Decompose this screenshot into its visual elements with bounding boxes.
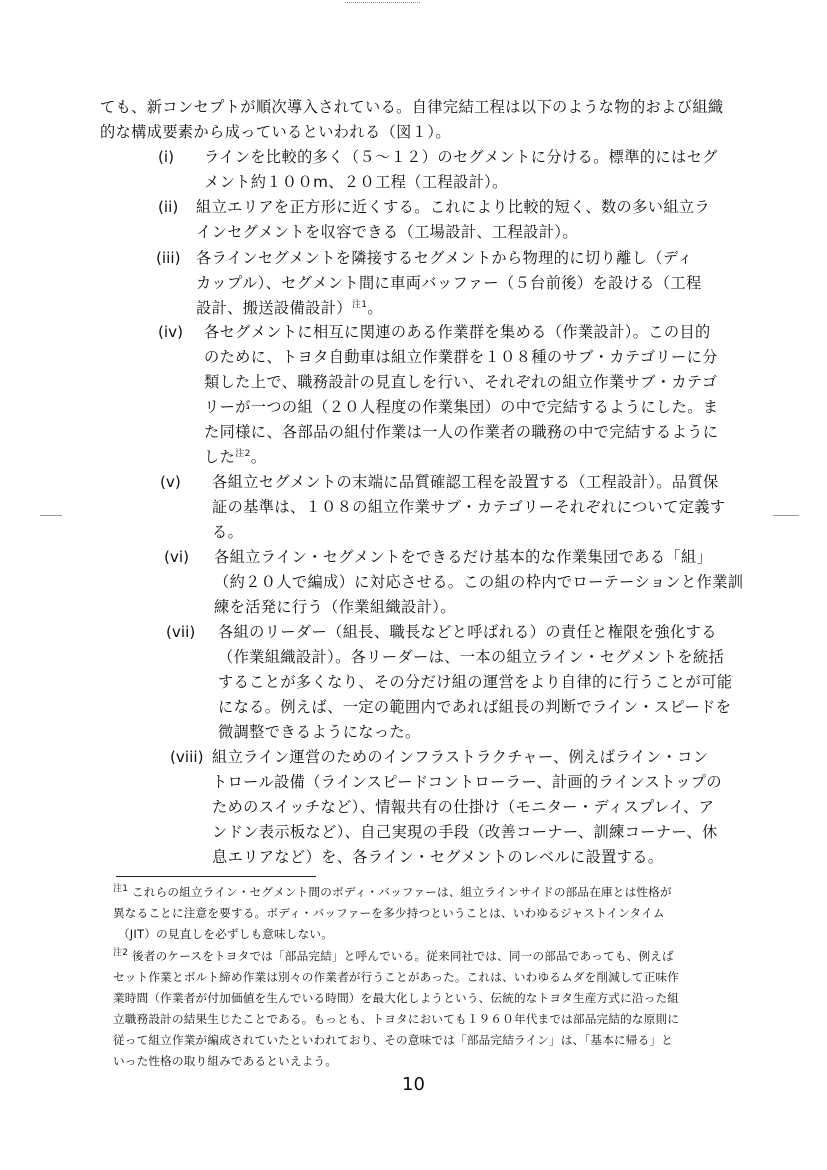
item-line: 微調整できるようになった。 <box>218 723 421 741</box>
item-line: 組立ライン運営のためのインフラストラクチャー、例えばライン・コン <box>212 748 709 766</box>
item-line: 証の基準は、１０８の組立作業サブ・カテゴリーそれぞれについて定義す <box>212 498 726 516</box>
footnote-rule <box>116 876 316 877</box>
footnote-line: 業時間（作業者が付加価値を生んでいる時間）を最大化しようという、伝統的なトヨタ生産方式に沿った組 <box>113 991 680 1005</box>
item-mark: (vii) <box>166 623 196 641</box>
footnote-line: 立職務設計の結果生じたことである。もっとも、トヨタにおいても１９６０年代までは部品完結的な原則に <box>113 1012 680 1026</box>
item-line: 各組のリーダー（組長、職長などと呼ばれる）の責任と権限を強化する <box>218 623 717 641</box>
item-line: た同様に、各部品の組付作業は一人の作業者の職務の中で完結するように <box>204 423 719 441</box>
item-mark: (i) <box>158 148 175 166</box>
item-line: 息エリアなど）を、各ライン・セグメントのレベルに設置する。 <box>212 848 664 866</box>
scan-mark <box>345 2 420 3</box>
item-mark: (viii) <box>170 748 204 766</box>
item-mark: (v) <box>160 473 181 491</box>
intro-line: 的な構成要素から成っているといわれる（図１）。 <box>100 123 451 141</box>
item-line: のために、トヨタ自動車は組立作業群を１０８種のサブ・カテゴリーに分 <box>204 348 718 366</box>
footnote-line: $^{注1}$ これらの組立ライン・セグメント間のボディ・バッファーは、組立ラインサイドの部品在庫とは性格が <box>113 884 672 899</box>
item-line: 各組立セグメントの末端に品質確認工程を設置する（工程設計）。品質保 <box>212 473 719 491</box>
scan-mark <box>773 515 799 516</box>
item-line: インセグメントを収容できる（工場設計、工程設計）。 <box>196 223 578 241</box>
footnote-line: 異なることに注意を要する。ボディ・バッファーを多少持つということは、いわゆるジャストインタイム <box>113 906 665 920</box>
item-line: 各ラインセグメントを隣接するセグメントから物理的に切り離し（ディ <box>196 249 693 267</box>
item-line: 組立エリアを正方形に近くする。これにより比較的短く、数の多い組立ラ <box>196 198 711 216</box>
footnote-line: 従って組立作業が編成されていたといわれており、その意味では「部品完結ライン」は、「基本に帰る」と <box>113 1033 673 1047</box>
item-line: ンドン表示板など）、自己実現の手段（改善コーナー、訓練コーナー、休 <box>212 823 718 841</box>
footnote-ref: 注2 <box>235 448 251 459</box>
item-mark: (iii) <box>156 249 181 267</box>
item-mark: (vi) <box>164 548 190 566</box>
item-line: 各セグメントに相互に関連のある作業群を集める（作業設計）。この目的 <box>204 323 711 341</box>
item-line: ラインを比較的多く（５～１２）のセグメントに分ける。標準的にはセグ <box>204 148 718 166</box>
item-line: （約２０人で編成）に対応させる。この組の枠内でローテーションと作業訓 <box>214 573 744 591</box>
scan-mark <box>40 515 62 516</box>
item-mark: (iv) <box>158 323 184 341</box>
item-line: になる。例えば、一定の範囲内であれば組長の判断でライン・スピードを <box>218 698 732 716</box>
item-line: 類した上で、職務設計の見直しを行い、それぞれの組立作業サブ・カテゴ <box>204 373 718 391</box>
footnote-mark: 注1 <box>113 884 129 895</box>
footnote-line: いった性格の取り組みであるといえよう。 <box>113 1054 338 1068</box>
intro-line: ても、新コンセプトが順次導入されている。自律完結工程は以下のような物的および組織 <box>100 98 724 116</box>
item-line: することが多くなり、その分だけ組の運営をより自律的に行うことが可能 <box>218 673 733 691</box>
item-line: ためのスイッチなど）、情報共有の仕掛け（モニター・ディスプレイ、ア <box>212 798 715 816</box>
footnote-ref: 注1 <box>351 299 368 310</box>
item-line: （作業組織設計）。各リーダーは、一本の組立ライン・セグメントを統括 <box>218 648 725 666</box>
item-line: リーが一つの組（２０人程度の作業集団）の中で完結するようにした。ま <box>204 398 719 416</box>
item-line: メント約１００m、２０工程（工程設計）。 <box>204 173 508 191</box>
item-line: 設計、搬送設備設計）$^{注1}$。 <box>196 299 383 317</box>
footnote-line: セット作業とボルト締め作業は別々の作業者が行うことがあった。これは、いわゆるムダを削減して正味作 <box>113 970 679 984</box>
item-line: 各組立ライン・セグメントをできるだけ基本的な作業集団である「組」 <box>214 548 713 566</box>
item-line: カップル）、セグメント間に車両バッファー（５台前後）を設ける（工程 <box>196 274 702 292</box>
item-line: した$^{注2}$。 <box>204 448 267 466</box>
item-line: トロール設備（ラインスピードコントローラー、計画的ラインストップの <box>212 773 722 791</box>
page-number: 10 <box>402 1074 425 1095</box>
item-line: る。 <box>212 523 244 541</box>
item-line: 練を活発に行う（作業組織設計）。 <box>214 598 456 616</box>
item-mark: (ii) <box>158 198 179 216</box>
footnote-line: （JIT）の見直しを必ずしも意味しない。 <box>118 927 334 941</box>
footnote-mark: 注2 <box>113 948 129 959</box>
footnote-line: $^{注2}$ 後者のケースをトヨタでは「部品完結」と呼んでいる。従来同社では、同一の部品であっても、例えば <box>113 948 674 963</box>
